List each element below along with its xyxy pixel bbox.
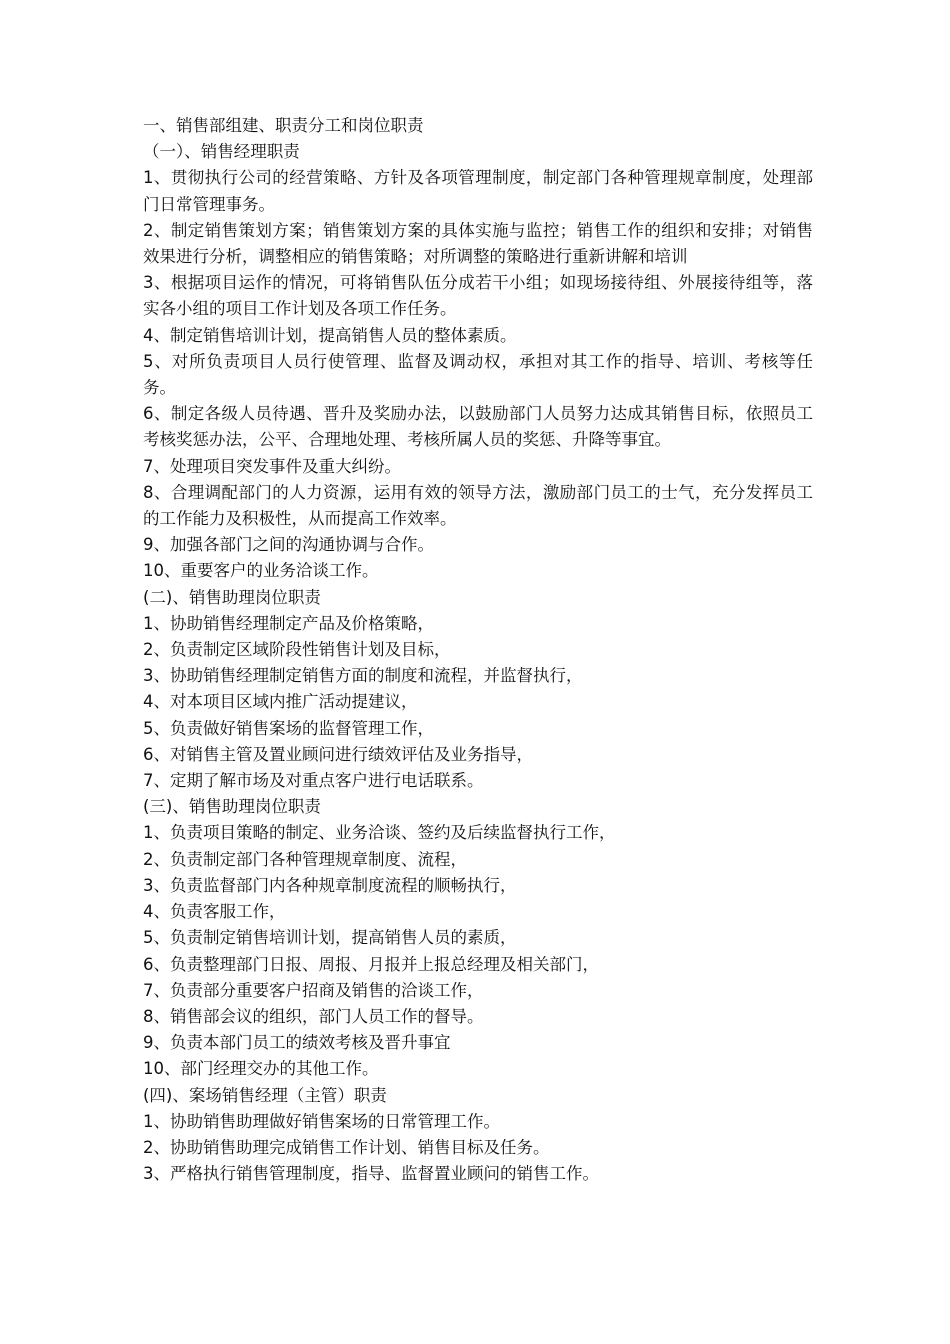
list-item: 5、负责制定销售培训计划，提高销售人员的素质， [143, 928, 517, 948]
list-item: 3、严格执行销售管理制度，指导、监督置业顾问的销售工作。 [143, 1164, 599, 1184]
list-item: 9、负责本部门员工的绩效考核及晋升事宜 [143, 1033, 451, 1053]
list-item: 5、负责做好销售案场的监督管理工作， [143, 718, 434, 738]
list-item: 6、制定各级人员待遇、晋升及奖励办法，以鼓励部门人员努力达成其销售目标，依照员工考核奖惩办法，公平、合理地处理、考核所属人员的奖惩、升降等事宜。 [143, 404, 813, 450]
list-item: 7、定期了解市场及对重点客户进行电话联系。 [143, 771, 484, 791]
list-item: 1、负责项目策略的制定、业务洽谈、签约及后续监督执行工作， [143, 823, 616, 843]
list-item: 8、销售部会议的组织，部门人员工作的督导。 [143, 1006, 484, 1026]
document-heading: 一、销售部组建、职责分工和岗位职责 [143, 116, 424, 135]
list-item: 7、处理项目突发事件及重大纠纷。 [143, 456, 401, 476]
list-item: 1、协助销售助理做好销售案场的日常管理工作。 [143, 1111, 500, 1131]
list-item: 10、重要客户的业务洽谈工作。 [143, 561, 379, 581]
section-title: (三)、销售助理岗位职责 [143, 797, 321, 817]
list-item: 6、负责整理部门日报、周报、月报并上报总经理及相关部门， [143, 954, 599, 974]
list-item: 8、合理调配部门的人力资源，运用有效的领导方法，激励部门员工的士气，充分发挥员工的工作能力及积极性，从而提高工作效率。 [143, 482, 813, 529]
list-item: 3、根据项目运作的情况，可将销售队伍分成若干小组；如现场接待组、外展接待组等，落实各小组的项目工作计划及各项工作任务。 [143, 273, 813, 319]
list-item: 3、负责监督部门内各种规章制度流程的顺畅执行， [143, 875, 517, 895]
list-item: 1、贯彻执行公司的经营策略、方针及各项管理制度，制定部门各种管理规章制度，处理部门日常管理事务。 [143, 168, 813, 214]
section-title: (二)、销售助理岗位职责 [143, 587, 321, 607]
section-title: (四)、案场销售经理（主管）职责 [143, 1085, 387, 1105]
list-item: 2、制定销售策划方案；销售策划方案的具体实施与监控；销售工作的组织和安排；对销售效果进行分析，调整相应的销售策略；对所调整的策略进行重新讲解和培训 [143, 220, 813, 267]
list-item: 1、协助销售经理制定产品及价格策略， [143, 613, 434, 633]
list-item: 2、负责制定区域阶段性销售计划及目标， [143, 640, 451, 660]
list-item: 4、负责客服工作， [143, 902, 286, 922]
section-title: （一）、销售经理职责 [143, 142, 300, 162]
list-item: 10、部门经理交办的其他工作。 [143, 1059, 379, 1079]
list-item: 6、对销售主管及置业顾问进行绩效评估及业务指导， [143, 744, 533, 764]
list-item: 5、对所负责项目人员行使管理、监督及调动权，承担对其工作的指导、培训、考核等任务。 [143, 351, 813, 398]
list-item: 3、协助销售经理制定销售方面的制度和流程，并监督执行， [143, 666, 583, 686]
list-item: 2、协助销售助理完成销售工作计划、销售目标及任务。 [143, 1137, 550, 1157]
list-item: 9、加强各部门之间的沟通协调与合作。 [143, 535, 434, 555]
list-item: 4、对本项目区域内推广活动提建议， [143, 692, 418, 712]
list-item: 7、负责部分重要客户招商及销售的洽谈工作， [143, 980, 484, 1000]
list-item: 4、制定销售培训计划，提高销售人员的整体素质。 [143, 325, 517, 345]
document-body [143, 113, 813, 1187]
list-item: 2、负责制定部门各种管理规章制度、流程， [143, 849, 467, 869]
